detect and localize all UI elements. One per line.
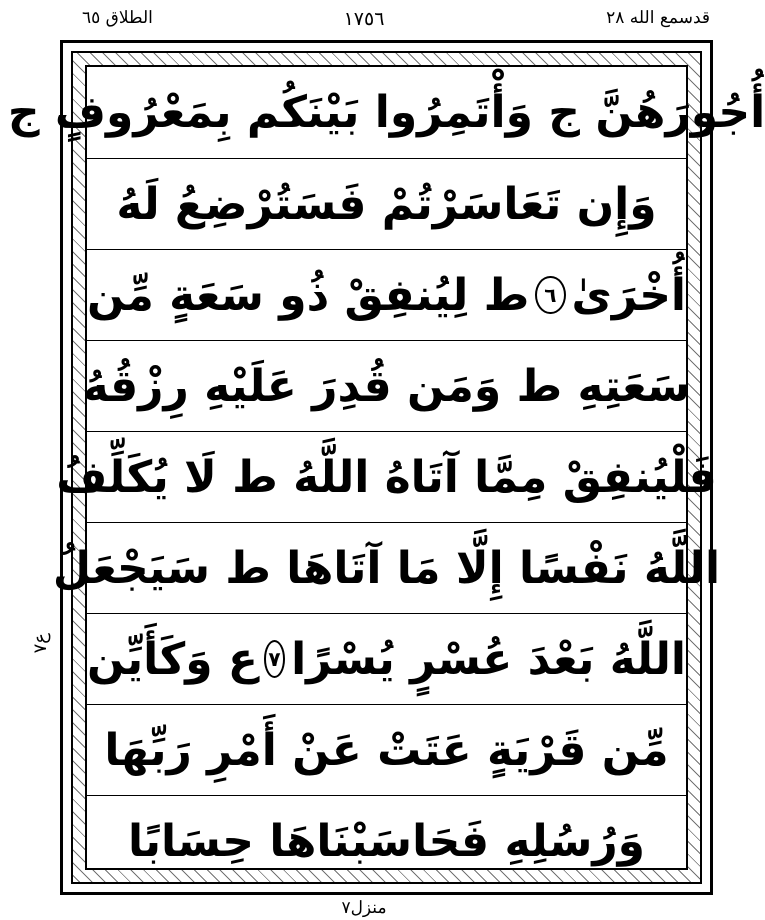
page-header (0, 6, 728, 36)
text-line: وَإِن تَعَاسَرْتُمْ فَسَتُرْضِعُ لَهُ (87, 158, 686, 249)
text-line-segment: ع وَكَأَيِّن (87, 633, 258, 685)
manzil-footer: منزل٧ (341, 898, 387, 918)
text-line (87, 249, 686, 340)
text-line: سَعَتِهِ ط وَمَن قُدِرَ عَلَيْهِ رِزْقُهُ (87, 340, 686, 431)
surah-name: الطلاق ٦٥ (82, 8, 153, 28)
text-line: اللَّهُ نَفْسًا إِلَّا مَا آتَاهَا ط سَيَجْعَلُ (87, 522, 686, 613)
text-line-segment: أُخْرَىٰ (571, 269, 686, 321)
ayah-number-marker: ٧ (264, 640, 285, 678)
text-line: مِّن قَرْيَةٍ عَتَتْ عَنْ أَمْرِ رَبِّهَا (87, 704, 686, 795)
ruku-marker: ع٧ (30, 633, 51, 654)
page-number: ١٧٥٦ (343, 8, 385, 30)
text-line: فَلْيُنفِقْ مِمَّا آتَاهُ اللَّهُ ط لَا يُكَلِّفُ (87, 431, 686, 522)
text-line: أُجُورَهُنَّ ج وَأْتَمِرُوا بَيْنَكُم بِمَعْرُوفٍ ج (7, 87, 765, 138)
text-line: وَرُسُلِهِ فَحَاسَبْنَاهَا حِسَابًا (87, 795, 686, 886)
text-line-segment: اللَّهُ بَعْدَ عُسْرٍ يُسْرًا (291, 633, 686, 685)
juz-name: قدسمع الله ٢٨ (606, 8, 710, 28)
text-line (87, 613, 686, 704)
ayah-number-marker: ٦ (535, 276, 565, 314)
text-line-segment: ط لِيُنفِقْ ذُو سَعَةٍ مِّن (87, 269, 530, 321)
